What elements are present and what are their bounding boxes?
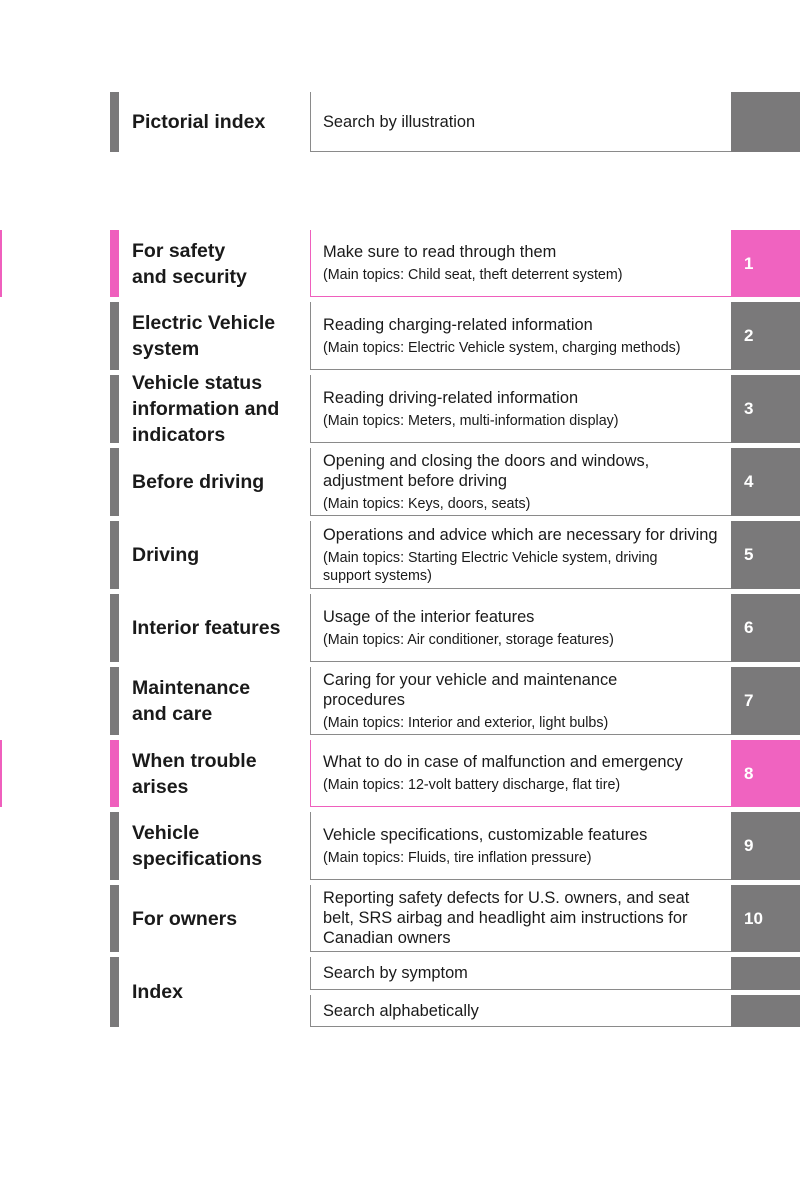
section-description: Opening and closing the doors and windows, adjustment before driving bbox=[323, 451, 650, 490]
chapter-row-8[interactable] bbox=[0, 740, 802, 807]
section-marker bbox=[110, 667, 119, 735]
chapter-tab[interactable]: 5 bbox=[731, 521, 800, 589]
section-topics: (Main topics: Meters, multi-information display) bbox=[323, 412, 619, 429]
section-description-box bbox=[310, 812, 732, 880]
chapter-row-5[interactable] bbox=[0, 521, 802, 589]
section-title: Before driving bbox=[132, 471, 265, 493]
section-title: Pictorial index bbox=[132, 111, 266, 133]
section-description-box bbox=[310, 957, 732, 990]
section-topics: (Main topics: Interior and exterior, light bulbs) bbox=[323, 714, 609, 731]
section-marker bbox=[110, 521, 119, 589]
section-description-box bbox=[310, 740, 732, 807]
index-item-symptom[interactable] bbox=[0, 957, 802, 990]
section-title: When trouble arises bbox=[132, 749, 257, 798]
chapter-row-7[interactable] bbox=[0, 667, 802, 735]
section-marker bbox=[110, 812, 119, 880]
section-marker bbox=[110, 740, 119, 807]
section-topics: (Main topics: Fluids, tire inflation pressure) bbox=[323, 849, 592, 866]
section-title: Maintenance and care bbox=[132, 677, 251, 725]
chapter-tab[interactable]: 7 bbox=[731, 667, 800, 735]
chapter-row-2[interactable] bbox=[0, 302, 802, 370]
section-topics: (Main topics: Keys, doors, seats) bbox=[323, 495, 531, 512]
section-topics: (Main topics: 12-volt battery discharge, flat tire) bbox=[323, 777, 621, 793]
section-title: For owners bbox=[132, 907, 238, 930]
section-description-box bbox=[310, 995, 732, 1027]
section-title: Driving bbox=[132, 544, 200, 566]
section-description: Search by illustration bbox=[323, 112, 476, 131]
section-title: Vehicle specifications bbox=[132, 822, 263, 870]
chapter-row-3[interactable] bbox=[0, 372, 802, 446]
chapter-tab[interactable]: 3 bbox=[731, 375, 800, 443]
section-marker bbox=[110, 594, 119, 662]
section-tab[interactable] bbox=[731, 957, 800, 990]
chapter-tab[interactable]: 1 bbox=[731, 230, 800, 297]
chapter-row-4[interactable] bbox=[0, 448, 802, 516]
section-description-box bbox=[310, 92, 732, 152]
chapter-tab[interactable]: 8 bbox=[731, 740, 800, 807]
chapter-tab[interactable]: 9 bbox=[731, 812, 800, 880]
section-title: For safety and security bbox=[132, 239, 247, 288]
chapter-row-6[interactable] bbox=[0, 594, 802, 662]
section-description: Reading charging-related information bbox=[323, 315, 593, 334]
chapter-tab[interactable]: 4 bbox=[731, 448, 800, 516]
chapter-row-1[interactable] bbox=[0, 230, 802, 297]
section-description: Vehicle specifications, customizable features bbox=[323, 825, 648, 844]
pictorial-index-row[interactable] bbox=[0, 92, 802, 152]
section-description: Reporting safety defects for U.S. owners, and seat belt, SRS airbag and headlight aim instructions for Canadian owners bbox=[323, 889, 690, 947]
section-tab[interactable] bbox=[731, 92, 800, 152]
section-description-box bbox=[310, 375, 732, 443]
section-title: Vehicle status information and indicators bbox=[132, 372, 280, 446]
section-description-box bbox=[310, 667, 732, 735]
section-description-box bbox=[310, 521, 732, 589]
chapter-tab[interactable]: 10 bbox=[731, 885, 800, 952]
page-edge-marker bbox=[0, 740, 2, 807]
chapter-row-10[interactable] bbox=[0, 885, 802, 952]
index-item-alphabetical[interactable] bbox=[0, 995, 802, 1027]
section-marker bbox=[110, 375, 119, 443]
section-description-box bbox=[310, 230, 732, 297]
section-description: Make sure to read through them bbox=[323, 243, 557, 261]
section-topics: (Main topics: Starting Electric Vehicle system, driving support systems) bbox=[323, 549, 658, 584]
section-description-box bbox=[310, 594, 732, 662]
chapter-tab[interactable]: 2 bbox=[731, 302, 800, 370]
section-description: Operations and advice which are necessary for driving bbox=[323, 525, 718, 544]
section-description: What to do in case of malfunction and emergency bbox=[323, 753, 683, 771]
chapter-tab[interactable]: 6 bbox=[731, 594, 800, 662]
section-description: Reading driving-related information bbox=[323, 388, 579, 407]
section-description: Search alphabetically bbox=[323, 1001, 479, 1020]
section-description-box bbox=[310, 885, 732, 952]
section-description: Usage of the interior features bbox=[323, 607, 535, 626]
section-marker bbox=[110, 92, 119, 152]
section-marker bbox=[110, 885, 119, 952]
section-topics: (Main topics: Child seat, theft deterrent system) bbox=[323, 267, 623, 283]
section-topics: (Main topics: Electric Vehicle system, charging methods) bbox=[323, 339, 681, 356]
section-title: Interior features bbox=[132, 617, 281, 639]
section-description-box bbox=[310, 302, 732, 370]
section-marker bbox=[110, 230, 119, 297]
section-marker bbox=[110, 302, 119, 370]
section-title: Electric Vehicle system bbox=[132, 312, 276, 360]
section-tab[interactable] bbox=[731, 995, 800, 1027]
section-title: Index bbox=[132, 981, 183, 1003]
section-marker bbox=[110, 448, 119, 516]
section-description: Caring for your vehicle and maintenance procedures bbox=[323, 670, 618, 709]
section-description-box bbox=[310, 448, 732, 516]
section-description: Search by symptom bbox=[323, 964, 468, 982]
section-topics: (Main topics: Air conditioner, storage features) bbox=[323, 631, 614, 648]
chapter-row-9[interactable] bbox=[0, 812, 802, 880]
page-edge-marker bbox=[0, 230, 2, 297]
